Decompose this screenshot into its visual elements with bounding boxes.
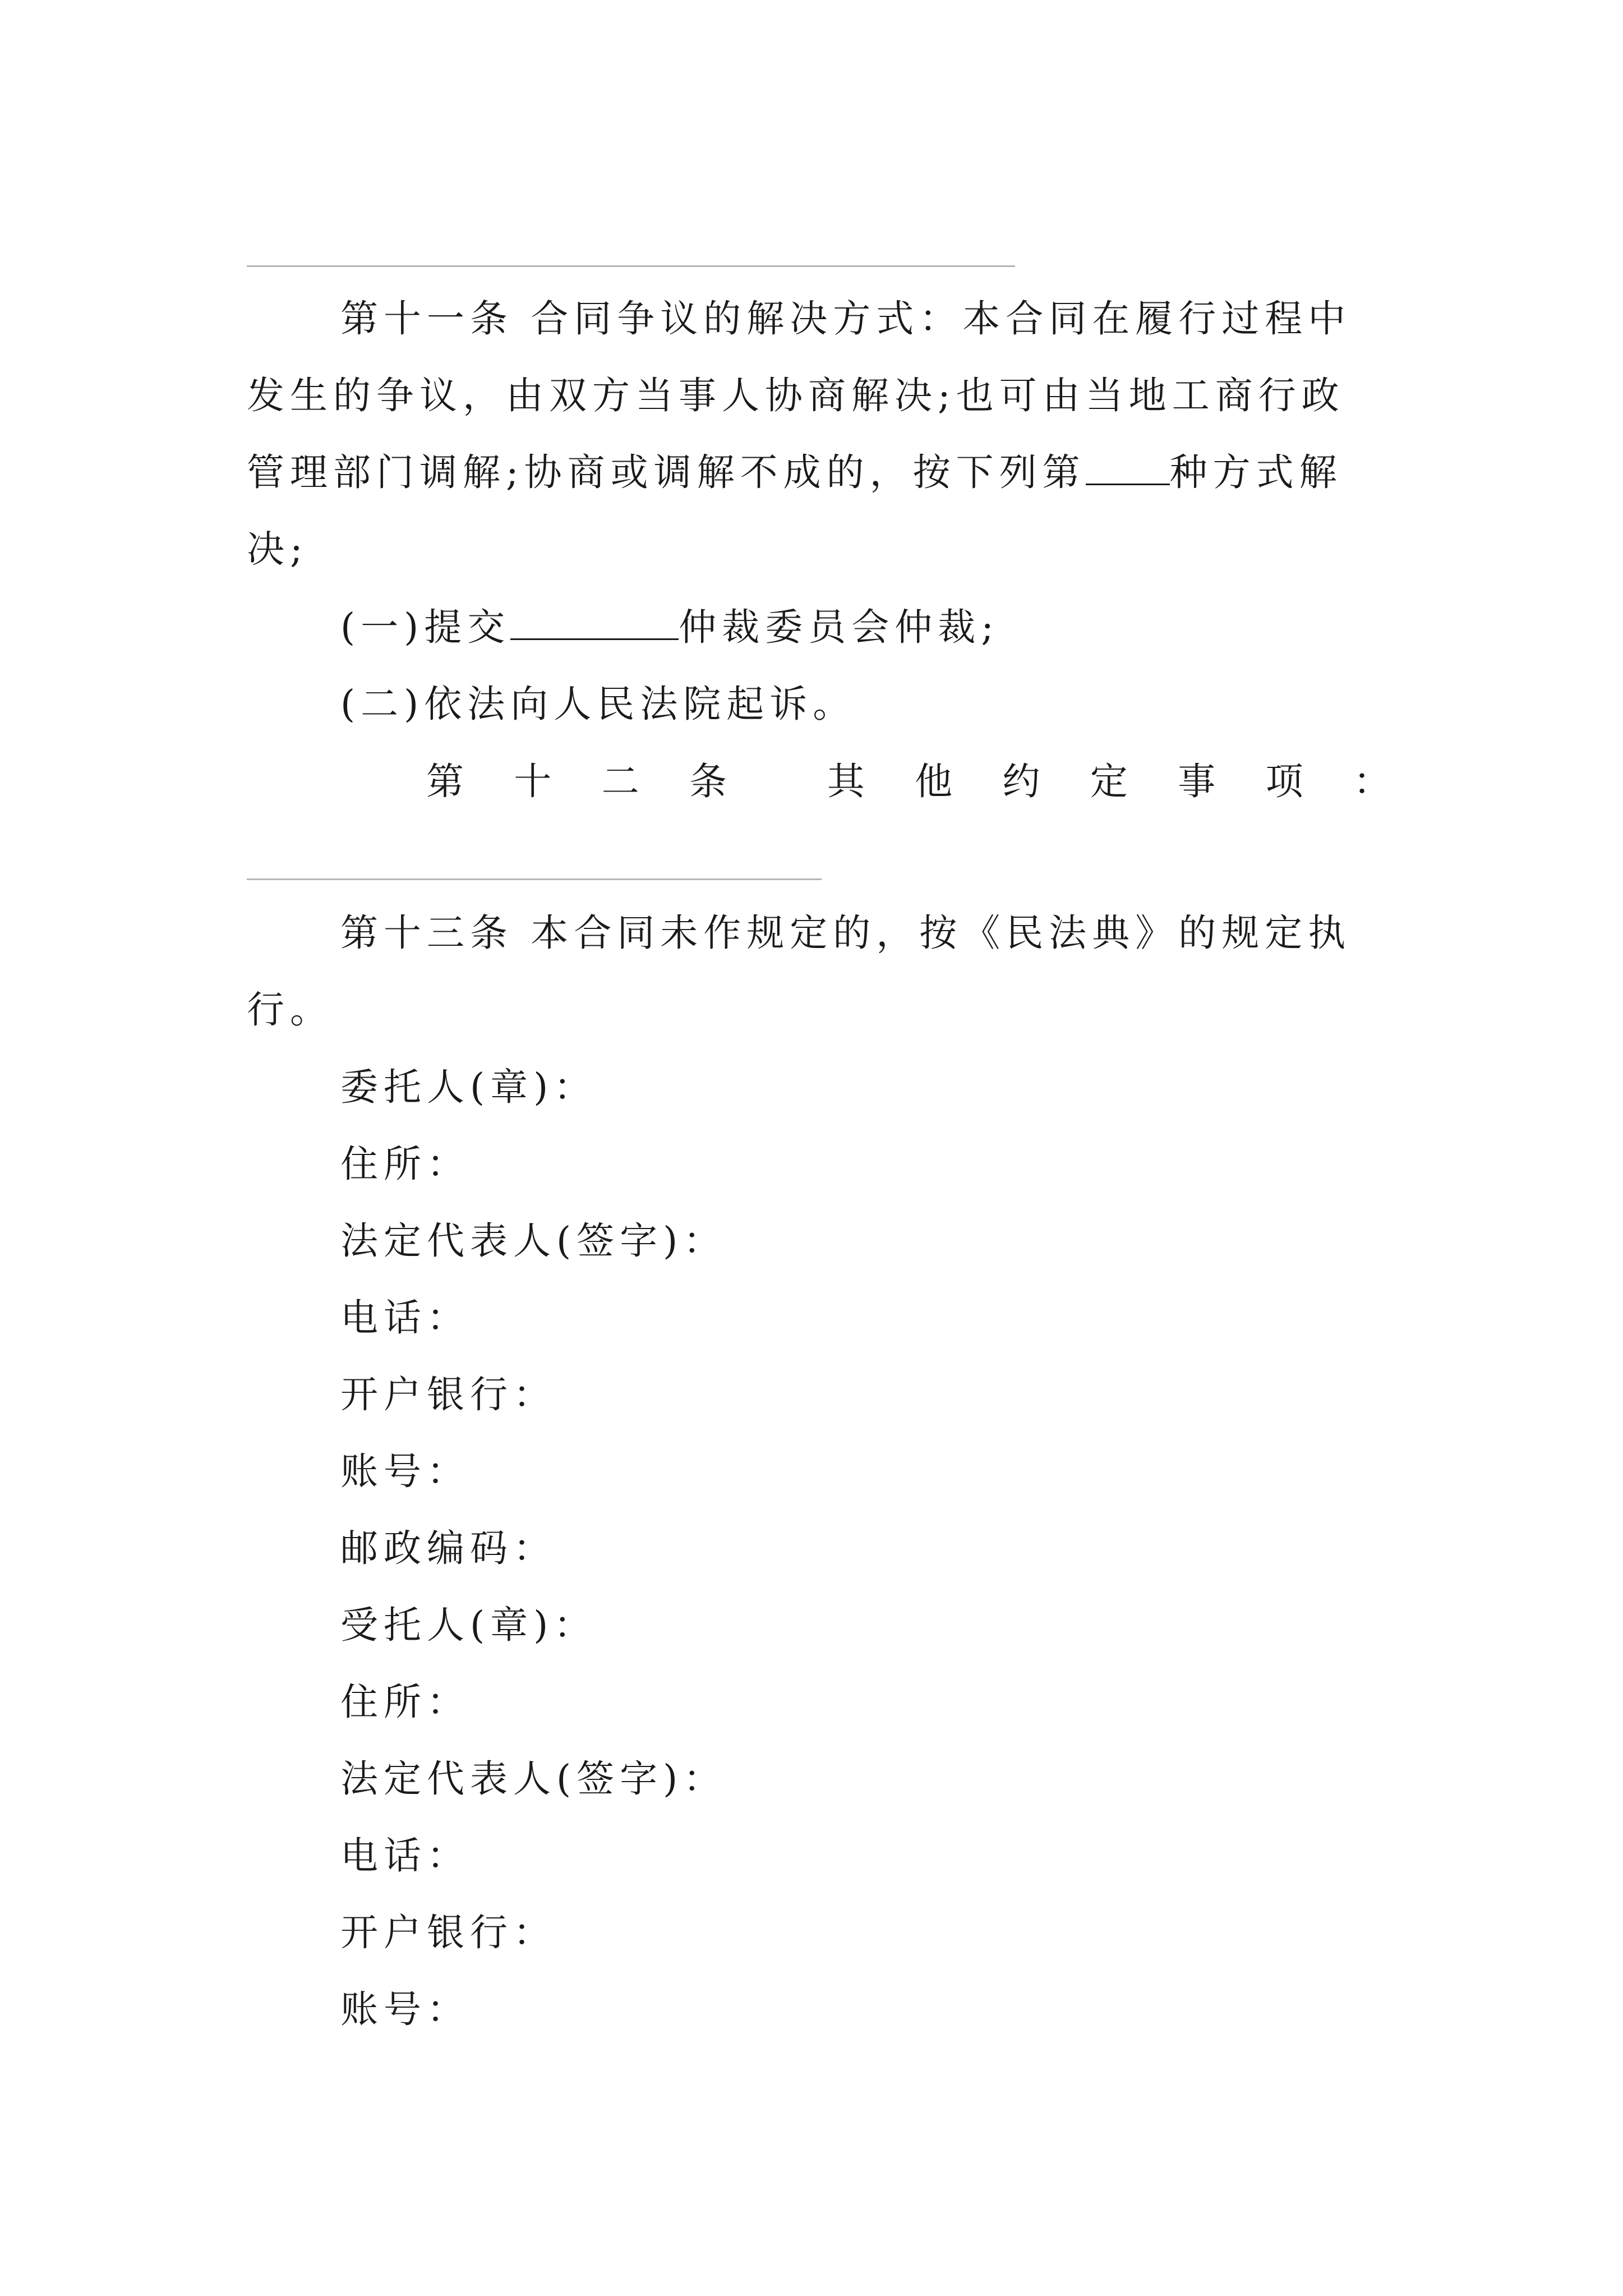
option-1-text: (一)提交 — [340, 605, 511, 649]
article-13 — [247, 895, 1391, 1048]
article-11-line-4: 决; — [247, 527, 308, 571]
article-13-line-1: 第十三条 本合同未作规定的，按《民法典》的规定执 — [340, 911, 1352, 955]
article-12-char: 约 — [1002, 760, 1040, 803]
agent-phone-label: 电话： — [340, 1834, 470, 1878]
blank-rule-top — [247, 265, 1015, 267]
article-13-line-2: 行。 — [247, 988, 333, 1032]
principal-seal-label: 委托人(章)： — [340, 1065, 597, 1109]
article-12 — [426, 743, 1391, 820]
option-1 — [247, 589, 1391, 666]
article-12-char: 条 — [689, 760, 727, 803]
option-1-tail: 仲裁委员会仲裁; — [679, 605, 999, 649]
agent-bank-label: 开户银行： — [340, 1911, 556, 1954]
principal-rep-label: 法定代表人(签字)： — [340, 1219, 727, 1263]
article-12-char: 事 — [1178, 760, 1216, 803]
article-11 — [247, 280, 1391, 588]
article-12-char: ： — [1353, 760, 1391, 803]
option-2 — [247, 666, 1391, 743]
article-11-line-3 — [247, 434, 1391, 511]
article-12-char: 二 — [601, 760, 639, 803]
principal-account-label: 账号： — [340, 1450, 470, 1493]
article-12-char: 十 — [514, 760, 552, 803]
method-number-blank[interactable] — [1086, 452, 1170, 485]
principal-phone-label: 电话： — [340, 1296, 470, 1340]
article-12-char: 项 — [1265, 760, 1303, 803]
principal-address-label: 住所： — [340, 1142, 470, 1186]
article-11-line-2: 发生的争议，由双方当事人协商解决;也可由当地工商行政 — [247, 374, 1345, 417]
article-12-char: 他 — [915, 760, 953, 803]
blank-rule-other-matters — [247, 878, 822, 880]
agent-seal-label: 受托人(章)： — [340, 1603, 597, 1647]
agent-rep-label: 法定代表人(签字)： — [340, 1757, 727, 1801]
article-11-line-3-tail: 种方式解 — [1169, 450, 1343, 494]
option-2-text: (二)依法向人民法院起诉。 — [340, 682, 856, 726]
principal-bank-label: 开户银行： — [340, 1373, 556, 1416]
agent-account-label: 账号： — [340, 1987, 470, 2031]
agent-address-label: 住所： — [340, 1680, 470, 1724]
principal-postcode-label: 邮政编码： — [340, 1526, 556, 1570]
arbitration-committee-blank[interactable] — [510, 607, 679, 640]
article-11-line-1: 第十一条 合同争议的解决方式：本合同在履行过程中 — [340, 297, 1352, 341]
article-12-char: 定 — [1090, 760, 1128, 803]
article-12-char: 第 — [426, 760, 464, 803]
article-12-char: 其 — [827, 760, 865, 803]
article-11-line-3-text: 管理部门调解;协商或调解不成的，按下列第 — [247, 450, 1086, 494]
